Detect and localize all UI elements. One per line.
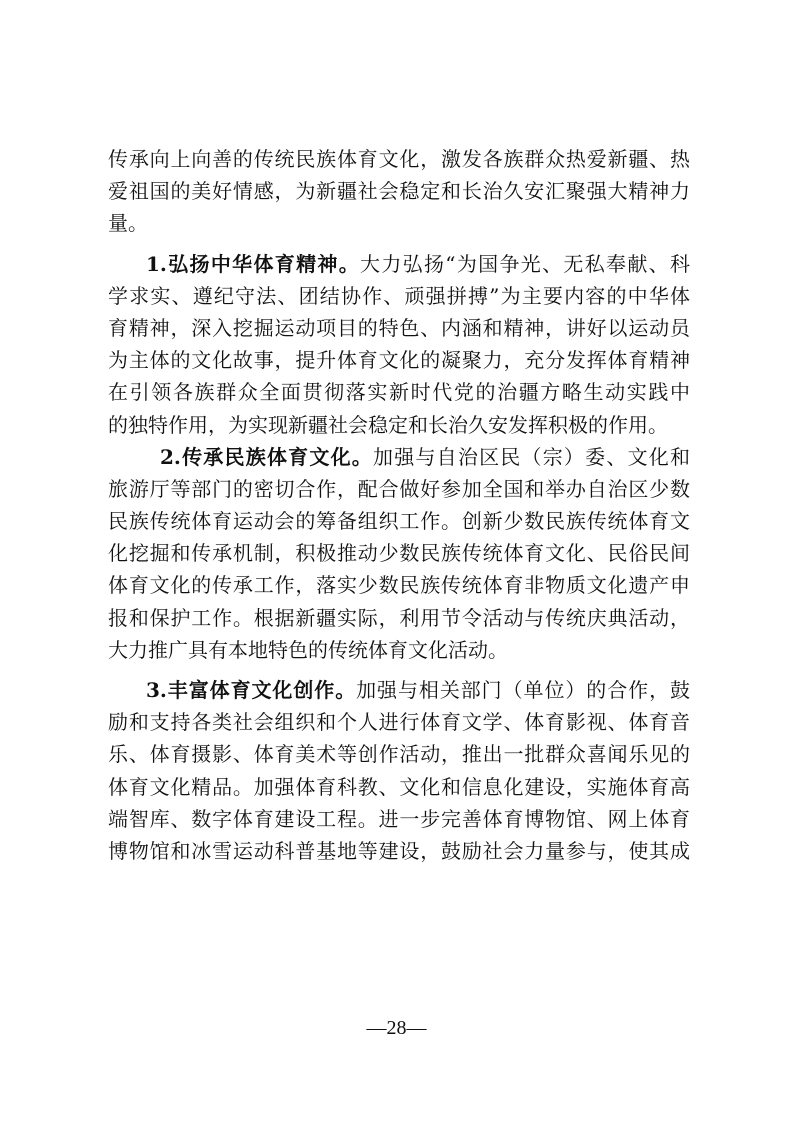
text-line: 励和支持各类社会组织和个人进行体育文学、体育影视、体育音 (108, 710, 690, 735)
paragraph-enrich-culture-creation (108, 674, 690, 867)
text-line: 民族传统体育运动会的筹备组织工作。创新少数民族传统体育文 (108, 509, 690, 534)
text-line: 报和保护工作。根据新疆实际，利用节令活动与传统庆典活动， (108, 605, 690, 630)
section-heading: 3.丰富体育文化创作。 (146, 678, 357, 702)
text-line: 乐、体育摄影、体育美术等创作活动，推出一批群众喜闻乐见的 (108, 742, 690, 767)
text-line: 的独特作用，为实现新疆社会稳定和长治久安发挥积极的作用。 (108, 412, 668, 437)
paragraph-inherit-ethnic-culture (108, 441, 690, 666)
text-line: 体育文化的传承工作，落实少数民族传统体育非物质文化遗产申 (108, 573, 690, 598)
text-run: 加强与相关部门（单位）的合作，鼓 (356, 678, 690, 702)
section-heading: 2.传承民族体育文化。 (160, 444, 374, 469)
text-line: 育精神，深入挖掘运动项目的特色、内涵和精神，讲好以运动员 (108, 315, 690, 340)
page-number: —28— (366, 1017, 427, 1039)
text-run: 加强与自治区民（宗）委、文化和 (373, 444, 690, 469)
text-line: 量。 (108, 211, 148, 236)
text-run: 大力弘扬“为国争光、无私奉献、科 (360, 251, 690, 276)
text-line: 为主体的文化故事，提升体育文化的凝聚力，充分发挥体育精神 (108, 348, 690, 373)
text-line: 端智库、数字体育建设工程。进一步完善体育博物馆、网上体育 (108, 806, 690, 831)
text-line: 在引领各族群众全面贯彻落实新时代党的治疆方略生动实践中 (108, 380, 690, 405)
text-line: 学求实、遵纪守法、团结协作、顽强拼搏”为主要内容的中华体 (108, 283, 690, 308)
body-text (108, 143, 690, 867)
text-line: 旅游厅等部门的密切合作，配合做好参加全国和举办自治区少数 (108, 476, 690, 501)
paragraph-continuation (108, 143, 690, 240)
text-line: 化挖掘和传承机制，积极推动少数民族传统体育文化、民俗民间 (108, 541, 690, 566)
text-line: 大力推广具有本地特色的传统体育文化活动。 (108, 637, 508, 662)
text-line (108, 248, 690, 280)
text-line: 体育文化精品。加强体育科教、文化和信息化建设，实施体育高 (108, 774, 690, 799)
text-line: 爱祖国的美好情感，为新疆社会稳定和长治久安汇聚强大精神力 (108, 179, 690, 204)
paragraph-promote-sports-spirit (108, 248, 690, 441)
text-line: 传承向上向善的传统民族体育文化，激发各族群众热爱新疆、热 (108, 147, 690, 171)
section-heading: 1.弘扬中华体育精神。 (146, 251, 361, 276)
text-line (108, 441, 690, 473)
text-line (108, 674, 690, 706)
text-line: 博物馆和冰雪运动科普基地等建设，鼓励社会力量参与，使其成 (108, 838, 690, 863)
